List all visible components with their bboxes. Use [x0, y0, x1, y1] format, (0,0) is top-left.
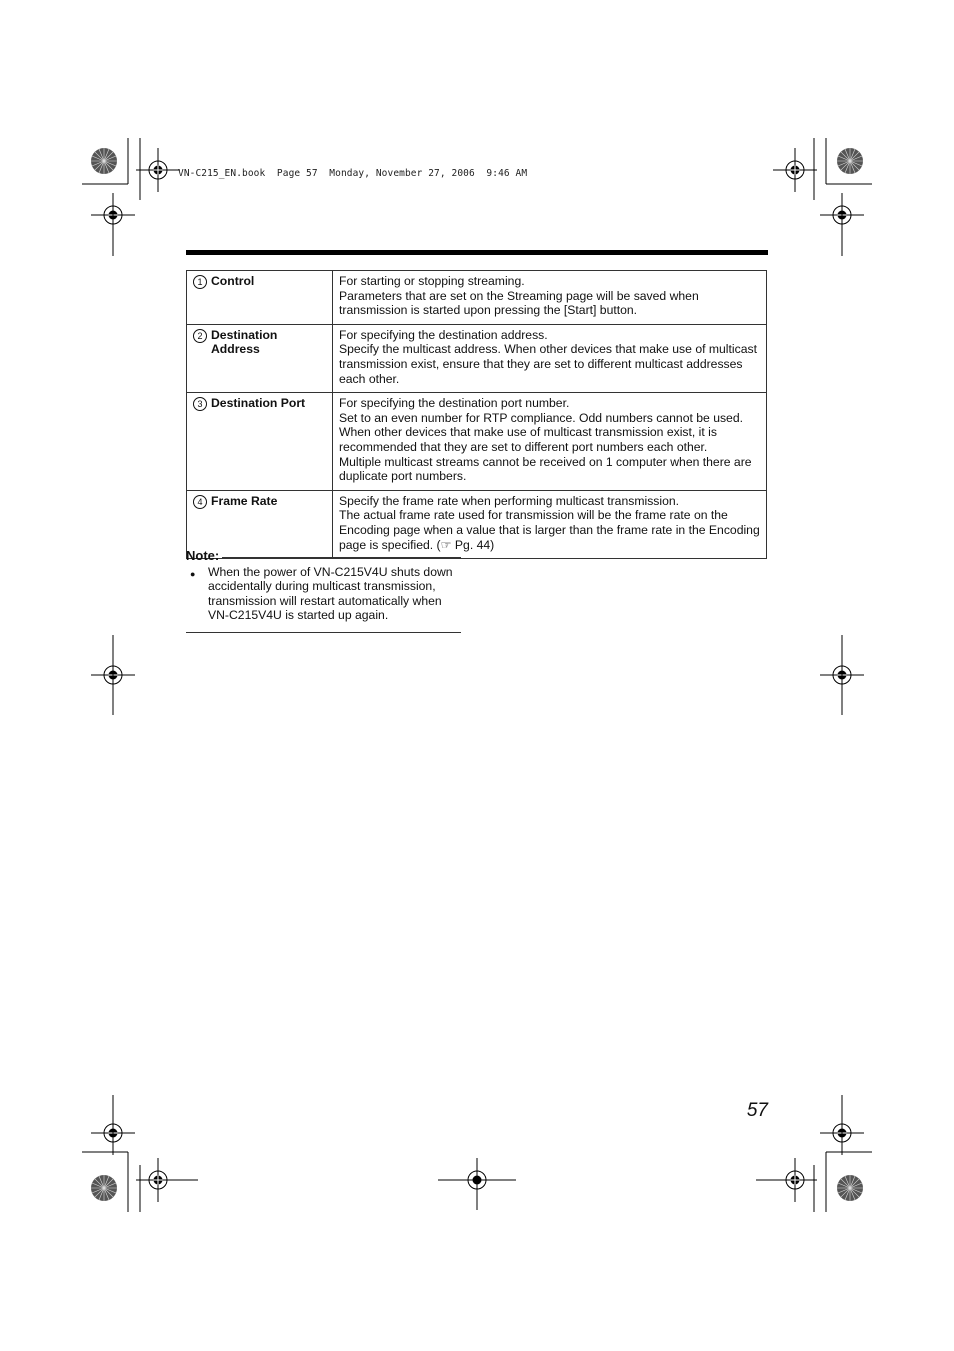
description-line: Specify the frame rate when performing multicast transmission. — [339, 493, 680, 508]
note-header — [186, 549, 461, 564]
term-cell — [187, 271, 333, 325]
description-line: Parameters that are set on the Streaming page will be saved when transmission is started upon pressing the [Start] button. — [339, 288, 699, 318]
term-label: Destination Port — [211, 396, 306, 411]
term-label: Destination Address — [211, 327, 278, 357]
circled-number-icon: 2 — [193, 329, 207, 343]
settings-table — [186, 270, 767, 559]
circled-number-icon: 3 — [193, 397, 207, 411]
page-number: 57 — [746, 1100, 768, 1121]
book-header-info: VN-C215_EN.book Page 57 Monday, November 27, 2006 9:46 AM — [178, 168, 528, 179]
note-bottom-rule — [186, 632, 461, 633]
term-wrap — [193, 494, 328, 509]
note-item — [186, 565, 461, 623]
description-line: When other devices that make use of multicast transmission exist, it is recommended that they are set to different port numbers each other. — [339, 425, 717, 454]
table-row — [187, 271, 767, 325]
note-colon: : — [214, 548, 220, 563]
term-wrap — [193, 396, 328, 411]
table-row — [187, 393, 767, 491]
description-line: Specify the multicast address. When other devices that make use of multicast transmission exist, ensure that they are set to different multicast addresses each other. — [339, 342, 757, 386]
term-label: Control — [211, 274, 255, 288]
description-line: Set to an even number for RTP compliance. Odd numbers cannot be used. — [339, 410, 744, 425]
section-top-rule — [186, 250, 768, 255]
term-cell — [187, 393, 333, 491]
note-item-text: When the power of VN-C215V4U shuts down accidentally during multicast transmission, transmission will restart automatically when VN-C215V4U is started up again. — [208, 564, 453, 623]
term-label: Frame Rate — [211, 493, 278, 508]
description-line: Multiple multicast streams cannot be received on 1 computer when there are duplicate port numbers. — [339, 454, 752, 484]
description-cell — [333, 271, 767, 325]
table-row — [187, 324, 767, 392]
term-wrap — [193, 274, 328, 289]
term-wrap — [193, 328, 328, 357]
description-line: For specifying the destination port number. — [339, 396, 570, 411]
description-line: For starting or stopping streaming. — [339, 274, 525, 288]
description-cell — [333, 393, 767, 491]
description-line: The actual frame rate used for transmission will be the frame rate on the Encoding page when a value that is larger than the frame rate in the Encoding page is specified. (☞ Pg. 44) — [339, 508, 760, 552]
description-line: For specifying the destination address. — [339, 327, 548, 342]
note-box — [186, 549, 461, 623]
note-title: Note — [186, 548, 215, 563]
bullet-icon: ● — [190, 568, 196, 579]
term-cell — [187, 324, 333, 392]
circled-number-icon: 4 — [193, 495, 207, 509]
description-cell — [333, 324, 767, 392]
circled-number-icon: 1 — [193, 275, 207, 289]
note-header-rule — [222, 557, 461, 558]
